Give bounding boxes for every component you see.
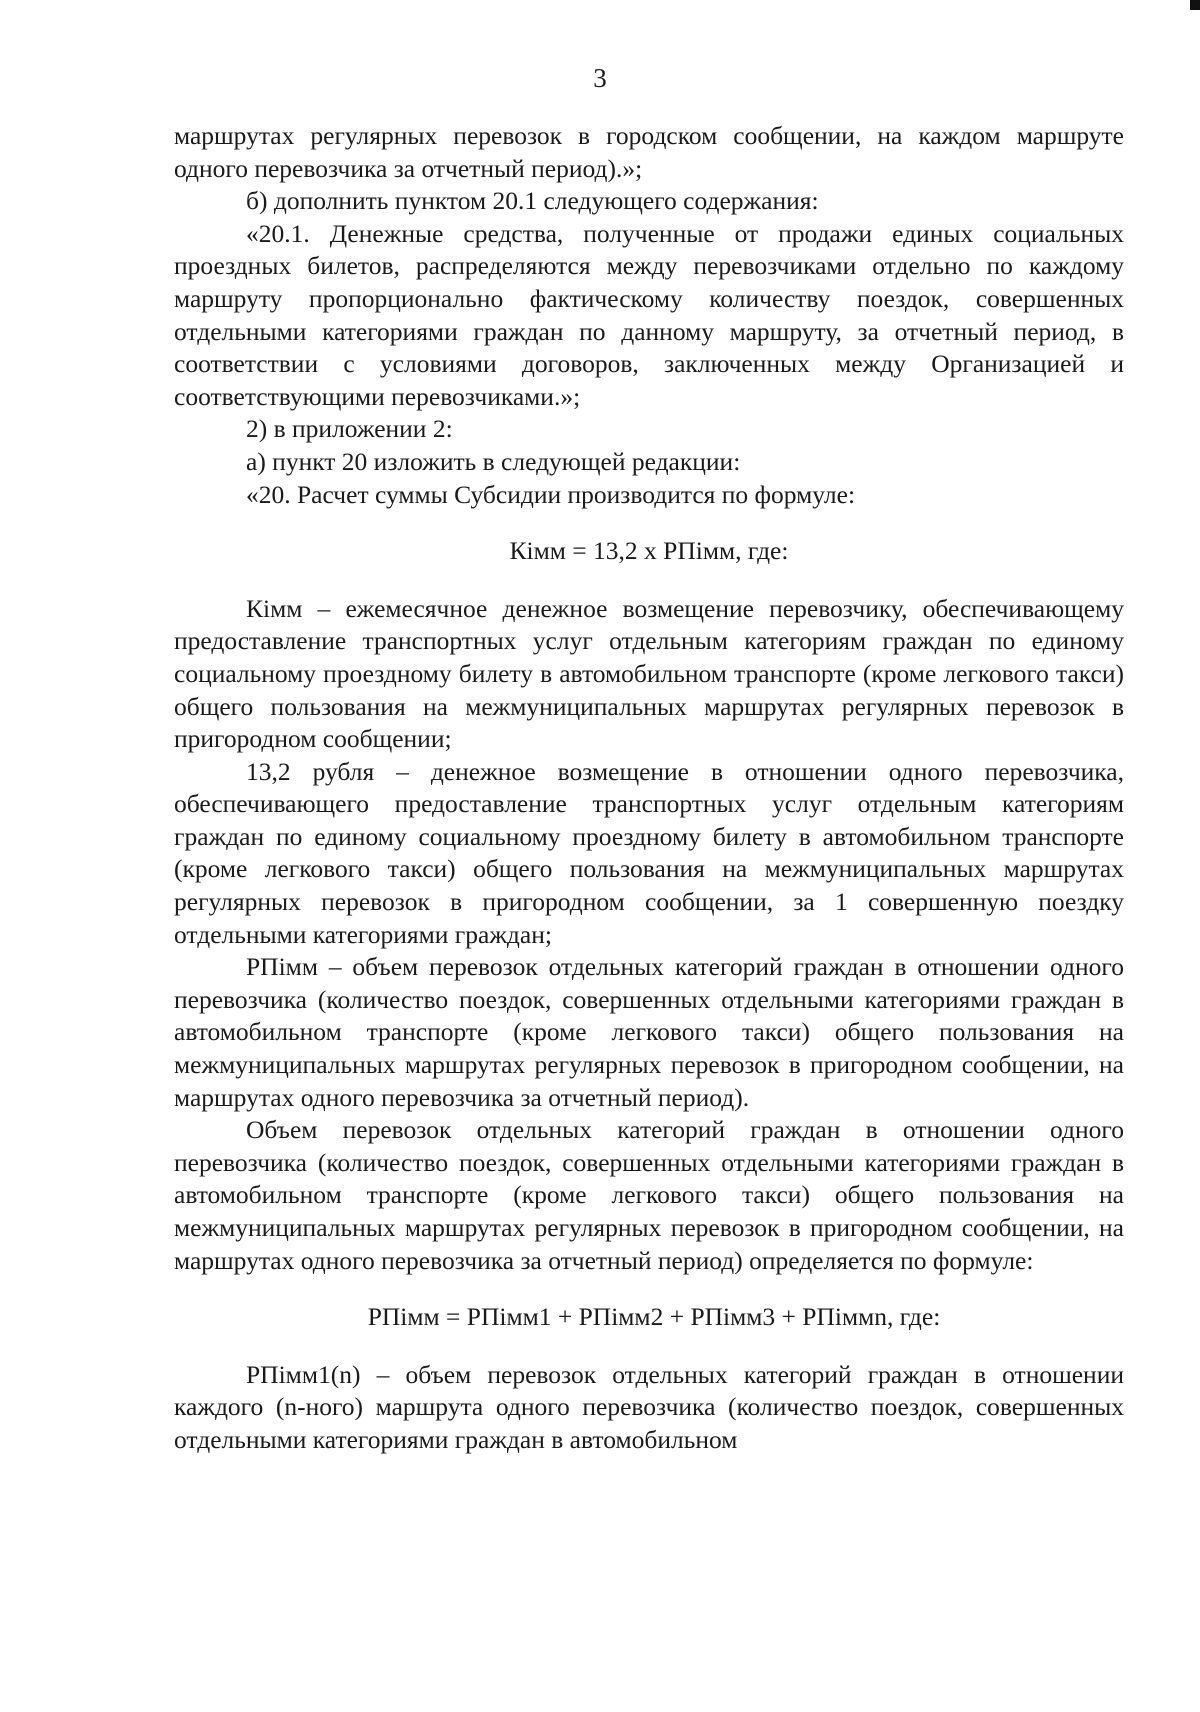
paragraph-item-2: 2) в приложении 2: [246,414,453,444]
paragraph-clause-20-1: «20.1. Денежные средства, полученные от продажи единых социальных проездных билетов, распределяются между перевозчиками отдельно по каждому маршруту пропорционально фактическому количеству поездок, совершенных отдельными категориями граждан по данному маршруту, за отчетный период, в соответствии с условиями договоров, заключенных между Организацией и соответствующими перевозчиками.»; [174,218,1124,411]
definition-rpimm-n: РПімм1(n) – объем перевозок отдельных категорий граждан в отношении каждого (n-ного) маршрута одного перевозчика (количество поездок, совершенных отдельными категориями граждан в автомобильном [174,1359,1124,1454]
paragraph-continuation: маршрутах регулярных перевозок в городском сообщении, на каждом маршруте одного перевозчика за отчетный период).»; [174,121,1124,183]
definition-rpimm: РПімм – объем перевозок отдельных категорий граждан в отношении одного перевозчика (количество поездок, совершенных отдельными категориями граждан в автомобильном транспорте (кроме легкового такси) общего пользования на межмуниципальных маршрутах регулярных перевозок в пригородном сообщении, на маршрутах одного перевозчика за отчетный период). [174,952,1124,1112]
document-body [174,120,1124,1457]
formula-volume: РПімм = РПімм1 + РПімм2 + РПімм3 + РПіммn, где: [367,1302,941,1332]
paragraph-item-b: б) дополнить пунктом 20.1 следующего содержания: [246,186,819,216]
scan-edge-mark [1190,0,1200,10]
definition-kimm: Кімм – ежемесячное денежное возмещение перевозчику, обеспечивающему предоставление транспортных услуг отдельным категориям граждан по единому социальному проездному билету в автомобильном транспорте (кроме легкового такси) общего пользования на межмуниципальных маршрутах регулярных перевозок в пригородном сообщении; [174,593,1124,754]
paragraph-item-a: а) пункт 20 изложить в следующей редакции: [246,446,741,476]
formula-subsidy: Кімм = 13,2 х РПімм, где: [509,536,789,566]
paragraph-volume: Объем перевозок отдельных категорий граждан в отношении одного перевозчика (количество поездок, совершенных отдельными категориями граждан в автомобильном транспорте (кроме легкового такси) общего пользования на межмуниципальных маршрутах регулярных перевозок в пригородном сообщении, на маршрутах одного перевозчика за отчетный период) определяется по формуле: [174,1115,1124,1275]
definition-rate: 13,2 рубля – денежное возмещение в отношении одного перевозчика, обеспечивающего предоставление транспортных услуг отдельным категориям граждан по единому социальному проездному билету в автомобильном транспорте (кроме легкового такси) общего пользования на межмуниципальных маршрутах регулярных перевозок в пригородном сообщении, за 1 совершенную поездку отдельными категориями граждан; [174,756,1124,949]
paragraph-clause-20: «20. Расчет суммы Субсидии производится по формуле: [246,479,856,509]
page-number: 3 [593,63,607,93]
